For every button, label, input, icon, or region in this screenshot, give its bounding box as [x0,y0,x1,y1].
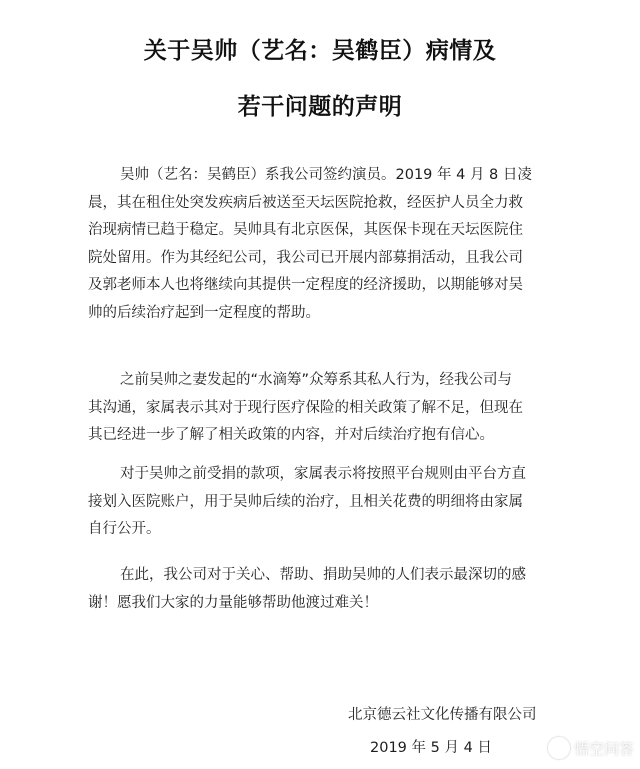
watermark [548,737,634,759]
signature-company: 北京德云社文化传播有限公司 [348,707,537,723]
paragraph-line: 在此，我公司对于关心、帮助、捐助吴帅的人们表示最深切的感 [120,567,526,583]
watermark-text: 悟空问答 [573,739,634,758]
paragraph-3 [88,461,568,544]
paragraph-line: 之前吴帅之妻发起的“水滴筹”众筹系其私人行为，经我公司与 [120,372,513,388]
paragraph-2 [88,367,568,450]
paragraph-line: 及郭老师本人也将继续向其提供一定程度的经济援助，以期能够对吴 [88,277,523,293]
wukong-logo-icon [548,737,570,759]
signature-date: 2019 年 5 月 4 日 [370,740,492,756]
paragraph-line: 接划入医院账户，用于吴帅后续的治疗，且相关花费的明细将由家属 [88,493,523,510]
paragraph-line: 晨，其在租住处突发疾病后被送至天坛医院抢救，经医护人员全力救 [88,194,523,211]
paragraph-line: 其沟通，家属表示其对于现行医疗保险的相关政策了解不足，但现在 [88,399,523,416]
paragraph-line: 自行公开。 [88,521,161,537]
paragraph-line: 治现病情已趋于稳定。吴帅具有北京医保，其医保卡现在天坛医院住 [88,222,523,238]
paragraph-line: 院处留用。作为其经纪公司，我公司已开展内部募捐活动，且我公司 [88,249,523,266]
paragraph-line: 其已经进一步了解了相关政策的内容，并对后续治疗抱有信心。 [88,427,494,443]
document-title-line-2: 若干问题的声明 [237,94,403,120]
document-title-line-1: 关于吴帅（艺名：吴鹤臣）病情及 [143,38,497,64]
paragraph-line: 帅的后续治疗起到一定程度的帮助。 [88,304,320,321]
paragraph-line: 对于吴帅之前受捐的款项，家属表示将按照平台规则由平台方直 [120,466,526,482]
paragraph-1 [88,162,568,327]
paragraph-line: 吴帅（艺名：吴鹤臣）系我公司签约演员。2019 年 4 月 8 日凌 [120,167,532,183]
paragraph-line: 谢！愿我们大家的力量能够帮助他渡过难关！ [88,594,378,611]
paragraph-4 [88,562,568,617]
